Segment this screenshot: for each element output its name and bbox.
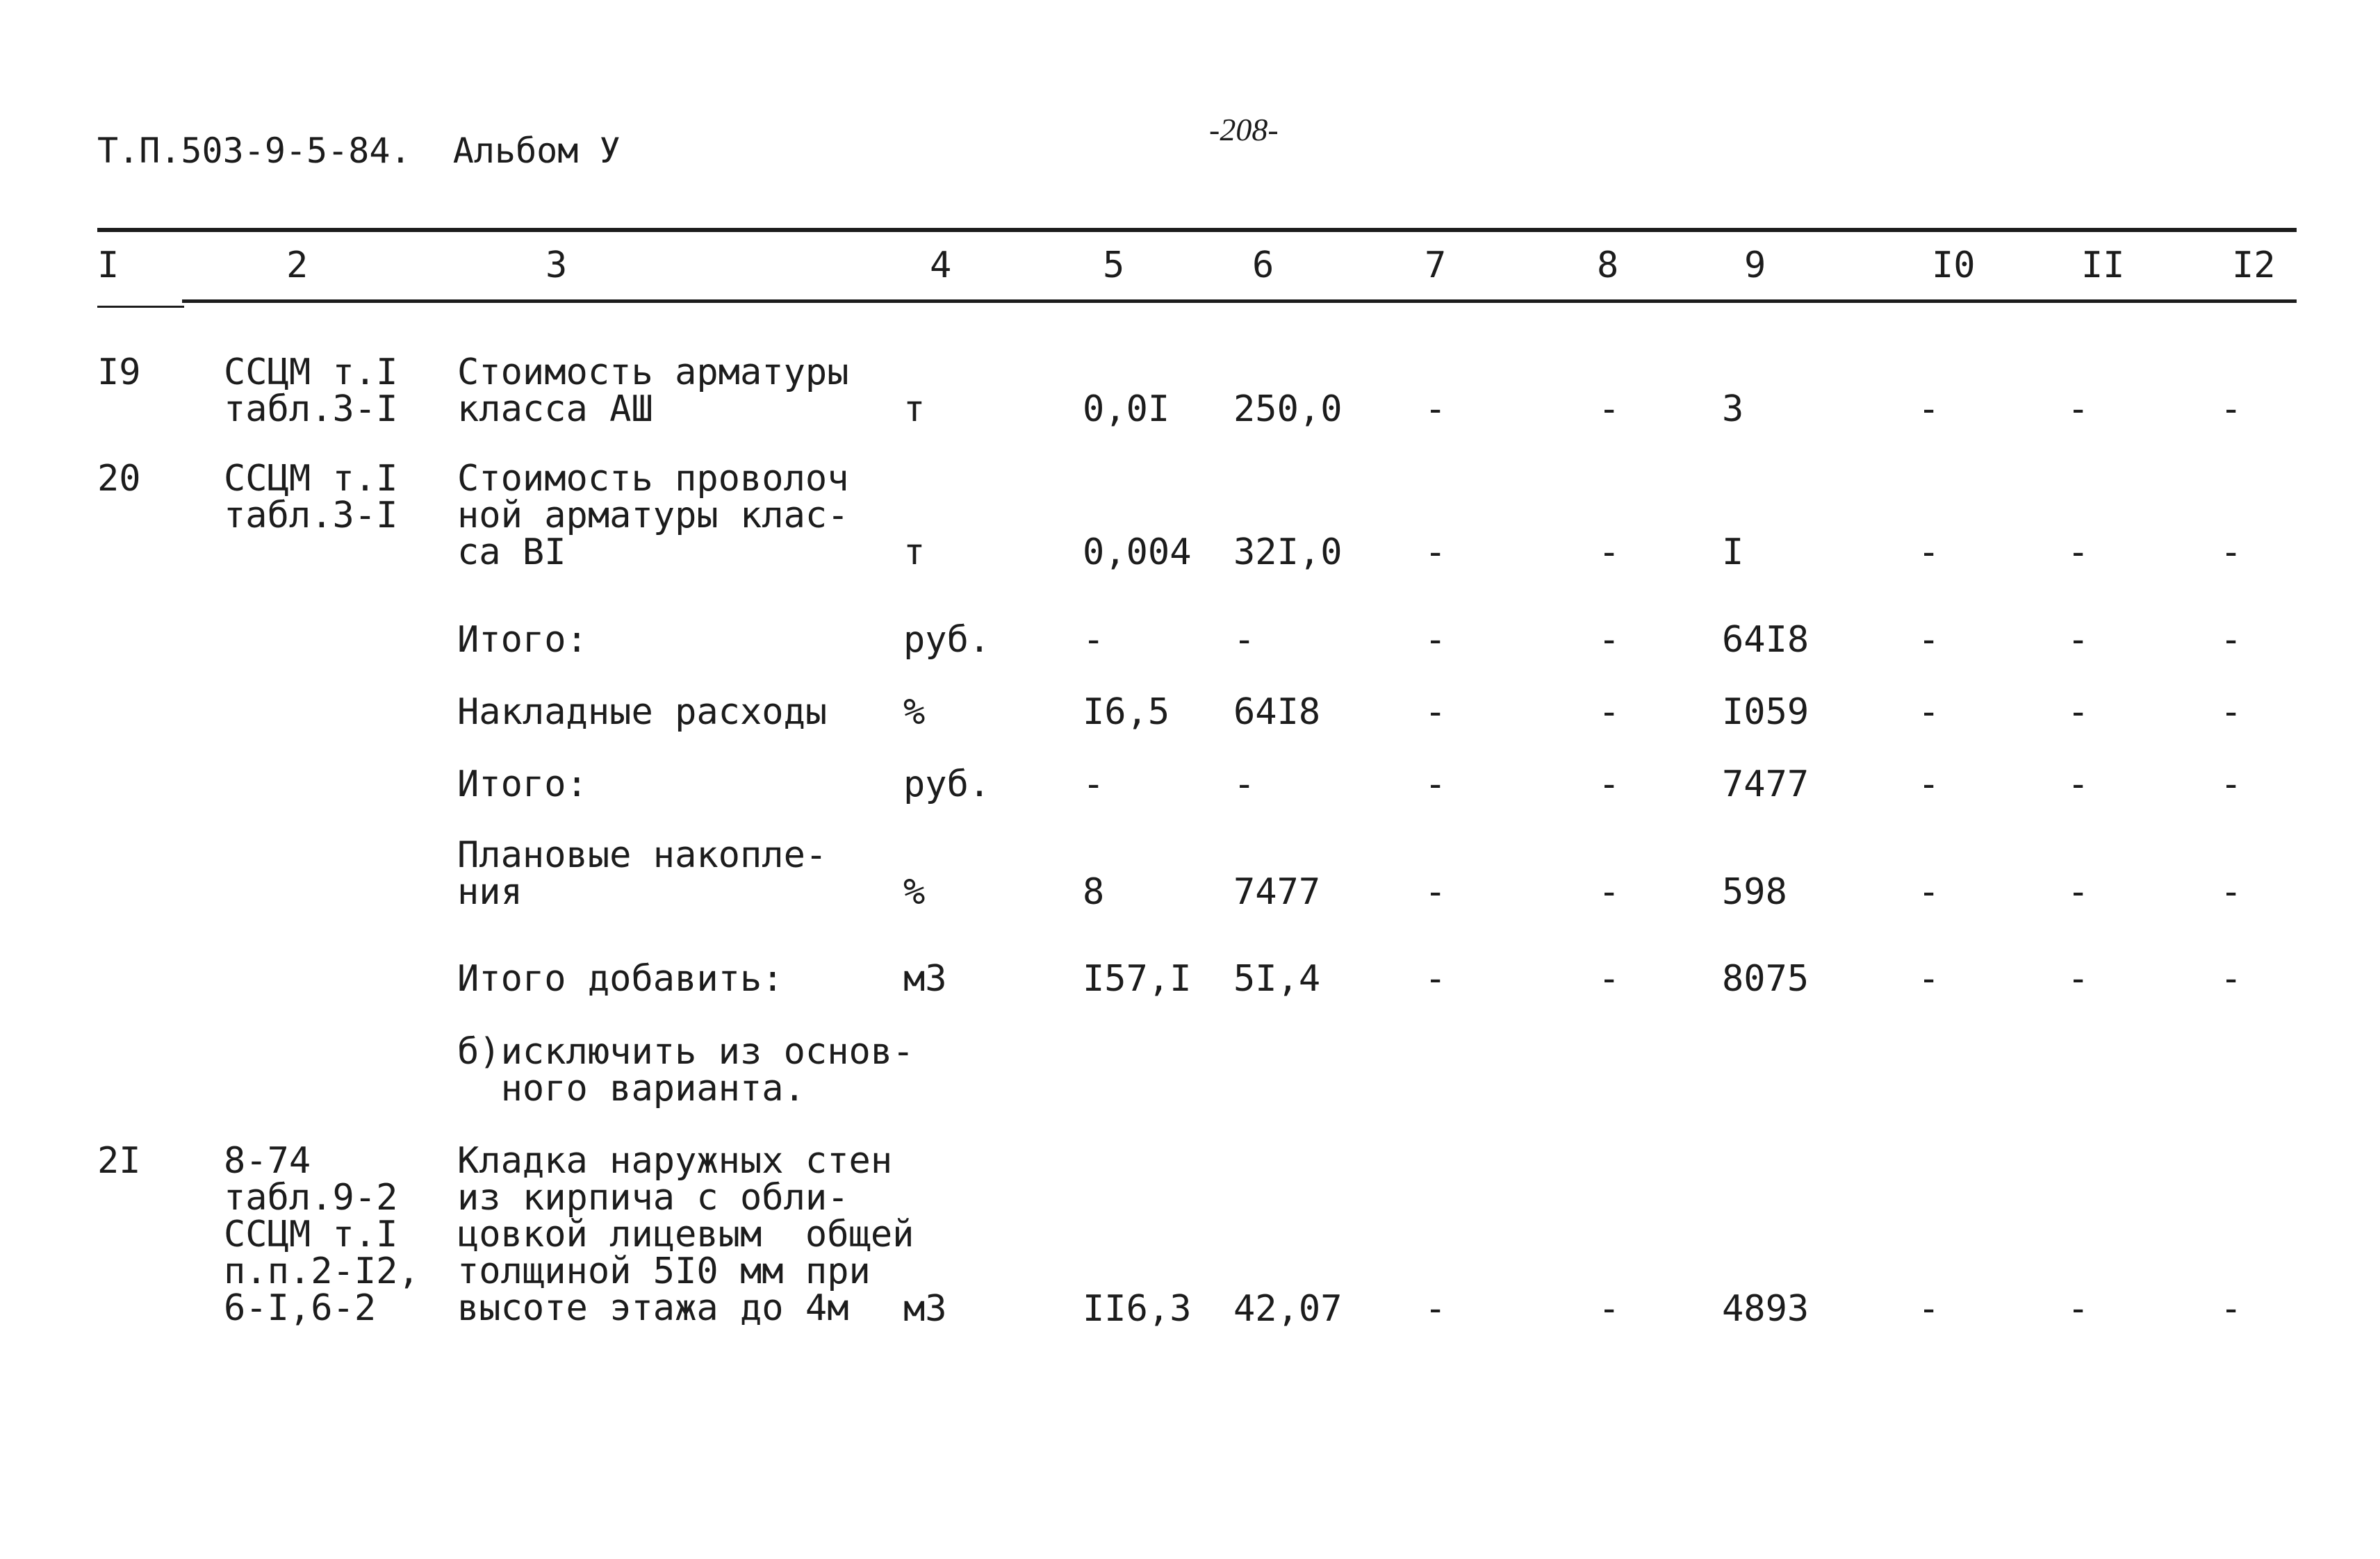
row-value-11: - <box>2067 764 2090 805</box>
column-header-4: 4 <box>930 245 952 286</box>
row-description: Плановые накопле- ния <box>457 834 828 913</box>
row-value-7: - <box>1425 388 1447 430</box>
row-value-9: I059 <box>1722 691 1809 733</box>
row-description: Итого: <box>457 764 588 805</box>
row-value-8: - <box>1598 764 1620 805</box>
row-value-5: - <box>1083 619 1105 661</box>
row-value-9: 7477 <box>1722 764 1809 805</box>
row-value-5: - <box>1083 764 1105 805</box>
row-unit: % <box>903 871 926 913</box>
row-value-10: - <box>1918 1288 1940 1330</box>
row-value-6: 7477 <box>1233 871 1321 913</box>
header-bottom-rule-left <box>97 306 184 308</box>
row-unit: руб. <box>903 619 991 661</box>
row-value-11: - <box>2067 619 2090 661</box>
row-value-6: 42,07 <box>1233 1288 1343 1330</box>
row-value-10: - <box>1918 388 1940 430</box>
row-value-7: - <box>1425 958 1447 1000</box>
header-top-rule <box>97 228 2297 232</box>
row-unit: м3 <box>903 1288 947 1330</box>
row-value-6: 5I,4 <box>1233 958 1321 1000</box>
row-reference: 8-74 табл.9-2 ССЦМ т.I п.п.2-I2, 6-I,6-2 <box>224 1140 420 1329</box>
row-value-8: - <box>1598 531 1620 573</box>
column-header-11: II <box>2081 245 2125 286</box>
row-value-11: - <box>2067 691 2090 733</box>
row-description: Стоимость проволоч ной арматуры клас- са ВI <box>457 458 849 573</box>
row-value-7: - <box>1425 764 1447 805</box>
row-value-5: II6,3 <box>1083 1288 1192 1330</box>
row-value-6: - <box>1233 764 1256 805</box>
column-header-7: 7 <box>1425 245 1447 286</box>
header-bottom-rule <box>182 299 2297 303</box>
row-value-6: 64I8 <box>1233 691 1321 733</box>
row-value-8: - <box>1598 388 1620 430</box>
row-description: Кладка наружных стен из кирпича с обли- цовкой лицевым общей толщиной 5I0 мм при высоте этажа до 4м <box>457 1140 914 1329</box>
row-value-12: - <box>2220 691 2242 733</box>
row-value-8: - <box>1598 1288 1620 1330</box>
page-number: -208- <box>1209 112 1279 147</box>
row-value-11: - <box>2067 531 2090 573</box>
row-unit: % <box>903 691 926 733</box>
row-value-9: 598 <box>1722 871 1787 913</box>
row-value-5: 0,0I <box>1083 388 1170 430</box>
row-number: 2I <box>97 1140 141 1182</box>
row-description: б)исключить из основ- ного варианта. <box>457 1031 914 1110</box>
row-value-6: - <box>1233 619 1256 661</box>
row-number: I9 <box>97 352 141 393</box>
row-value-8: - <box>1598 871 1620 913</box>
row-value-11: - <box>2067 388 2090 430</box>
row-value-7: - <box>1425 1288 1447 1330</box>
column-header-5: 5 <box>1103 245 1125 286</box>
row-description: Итого: <box>457 619 588 661</box>
row-reference: ССЦМ т.I табл.3-I <box>224 458 398 536</box>
column-header-1: I <box>97 245 120 286</box>
row-value-9: 3 <box>1722 388 1744 430</box>
row-value-6: 250,0 <box>1233 388 1343 430</box>
row-unit: м3 <box>903 958 947 1000</box>
row-description: Итого добавить: <box>457 958 784 1000</box>
row-unit: т <box>903 388 926 430</box>
column-header-6: 6 <box>1252 245 1274 286</box>
row-description: Накладные расходы <box>457 691 828 733</box>
row-value-7: - <box>1425 619 1447 661</box>
row-value-12: - <box>2220 764 2242 805</box>
row-unit: т <box>903 531 926 573</box>
row-value-7: - <box>1425 871 1447 913</box>
column-header-2: 2 <box>286 245 309 286</box>
row-reference: ССЦМ т.I табл.3-I <box>224 352 398 430</box>
column-header-8: 8 <box>1597 245 1619 286</box>
row-value-12: - <box>2220 958 2242 1000</box>
row-value-8: - <box>1598 691 1620 733</box>
row-number: 20 <box>97 458 141 500</box>
row-value-12: - <box>2220 871 2242 913</box>
row-value-12: - <box>2220 388 2242 430</box>
column-header-10: I0 <box>1932 245 1976 286</box>
row-value-5: 0,004 <box>1083 531 1192 573</box>
row-value-5: 8 <box>1083 871 1105 913</box>
row-value-9: 4893 <box>1722 1288 1809 1330</box>
row-value-9: I <box>1722 531 1744 573</box>
row-value-9: 8075 <box>1722 958 1809 1000</box>
row-value-11: - <box>2067 958 2090 1000</box>
row-value-5: I57,I <box>1083 958 1192 1000</box>
row-unit: руб. <box>903 764 991 805</box>
row-value-10: - <box>1918 764 1940 805</box>
row-value-9: 64I8 <box>1722 619 1809 661</box>
row-value-5: I6,5 <box>1083 691 1170 733</box>
row-value-10: - <box>1918 958 1940 1000</box>
row-value-12: - <box>2220 1288 2242 1330</box>
row-value-8: - <box>1598 619 1620 661</box>
column-header-9: 9 <box>1744 245 1766 286</box>
row-value-11: - <box>2067 1288 2090 1330</box>
row-value-12: - <box>2220 531 2242 573</box>
row-value-10: - <box>1918 691 1940 733</box>
row-value-10: - <box>1918 531 1940 573</box>
album-label: Альбом У <box>452 131 621 171</box>
row-description: Стоимость арматуры класса АШ <box>457 352 849 430</box>
document-code: Т.П.503-9-5-84. Альбом У <box>97 131 621 171</box>
row-value-7: - <box>1425 691 1447 733</box>
row-value-6: 32I,0 <box>1233 531 1343 573</box>
column-header-3: 3 <box>545 245 568 286</box>
row-value-7: - <box>1425 531 1447 573</box>
row-value-12: - <box>2220 619 2242 661</box>
column-header-12: I2 <box>2232 245 2276 286</box>
row-value-10: - <box>1918 619 1940 661</box>
row-value-8: - <box>1598 958 1620 1000</box>
row-value-11: - <box>2067 871 2090 913</box>
row-value-10: - <box>1918 871 1940 913</box>
